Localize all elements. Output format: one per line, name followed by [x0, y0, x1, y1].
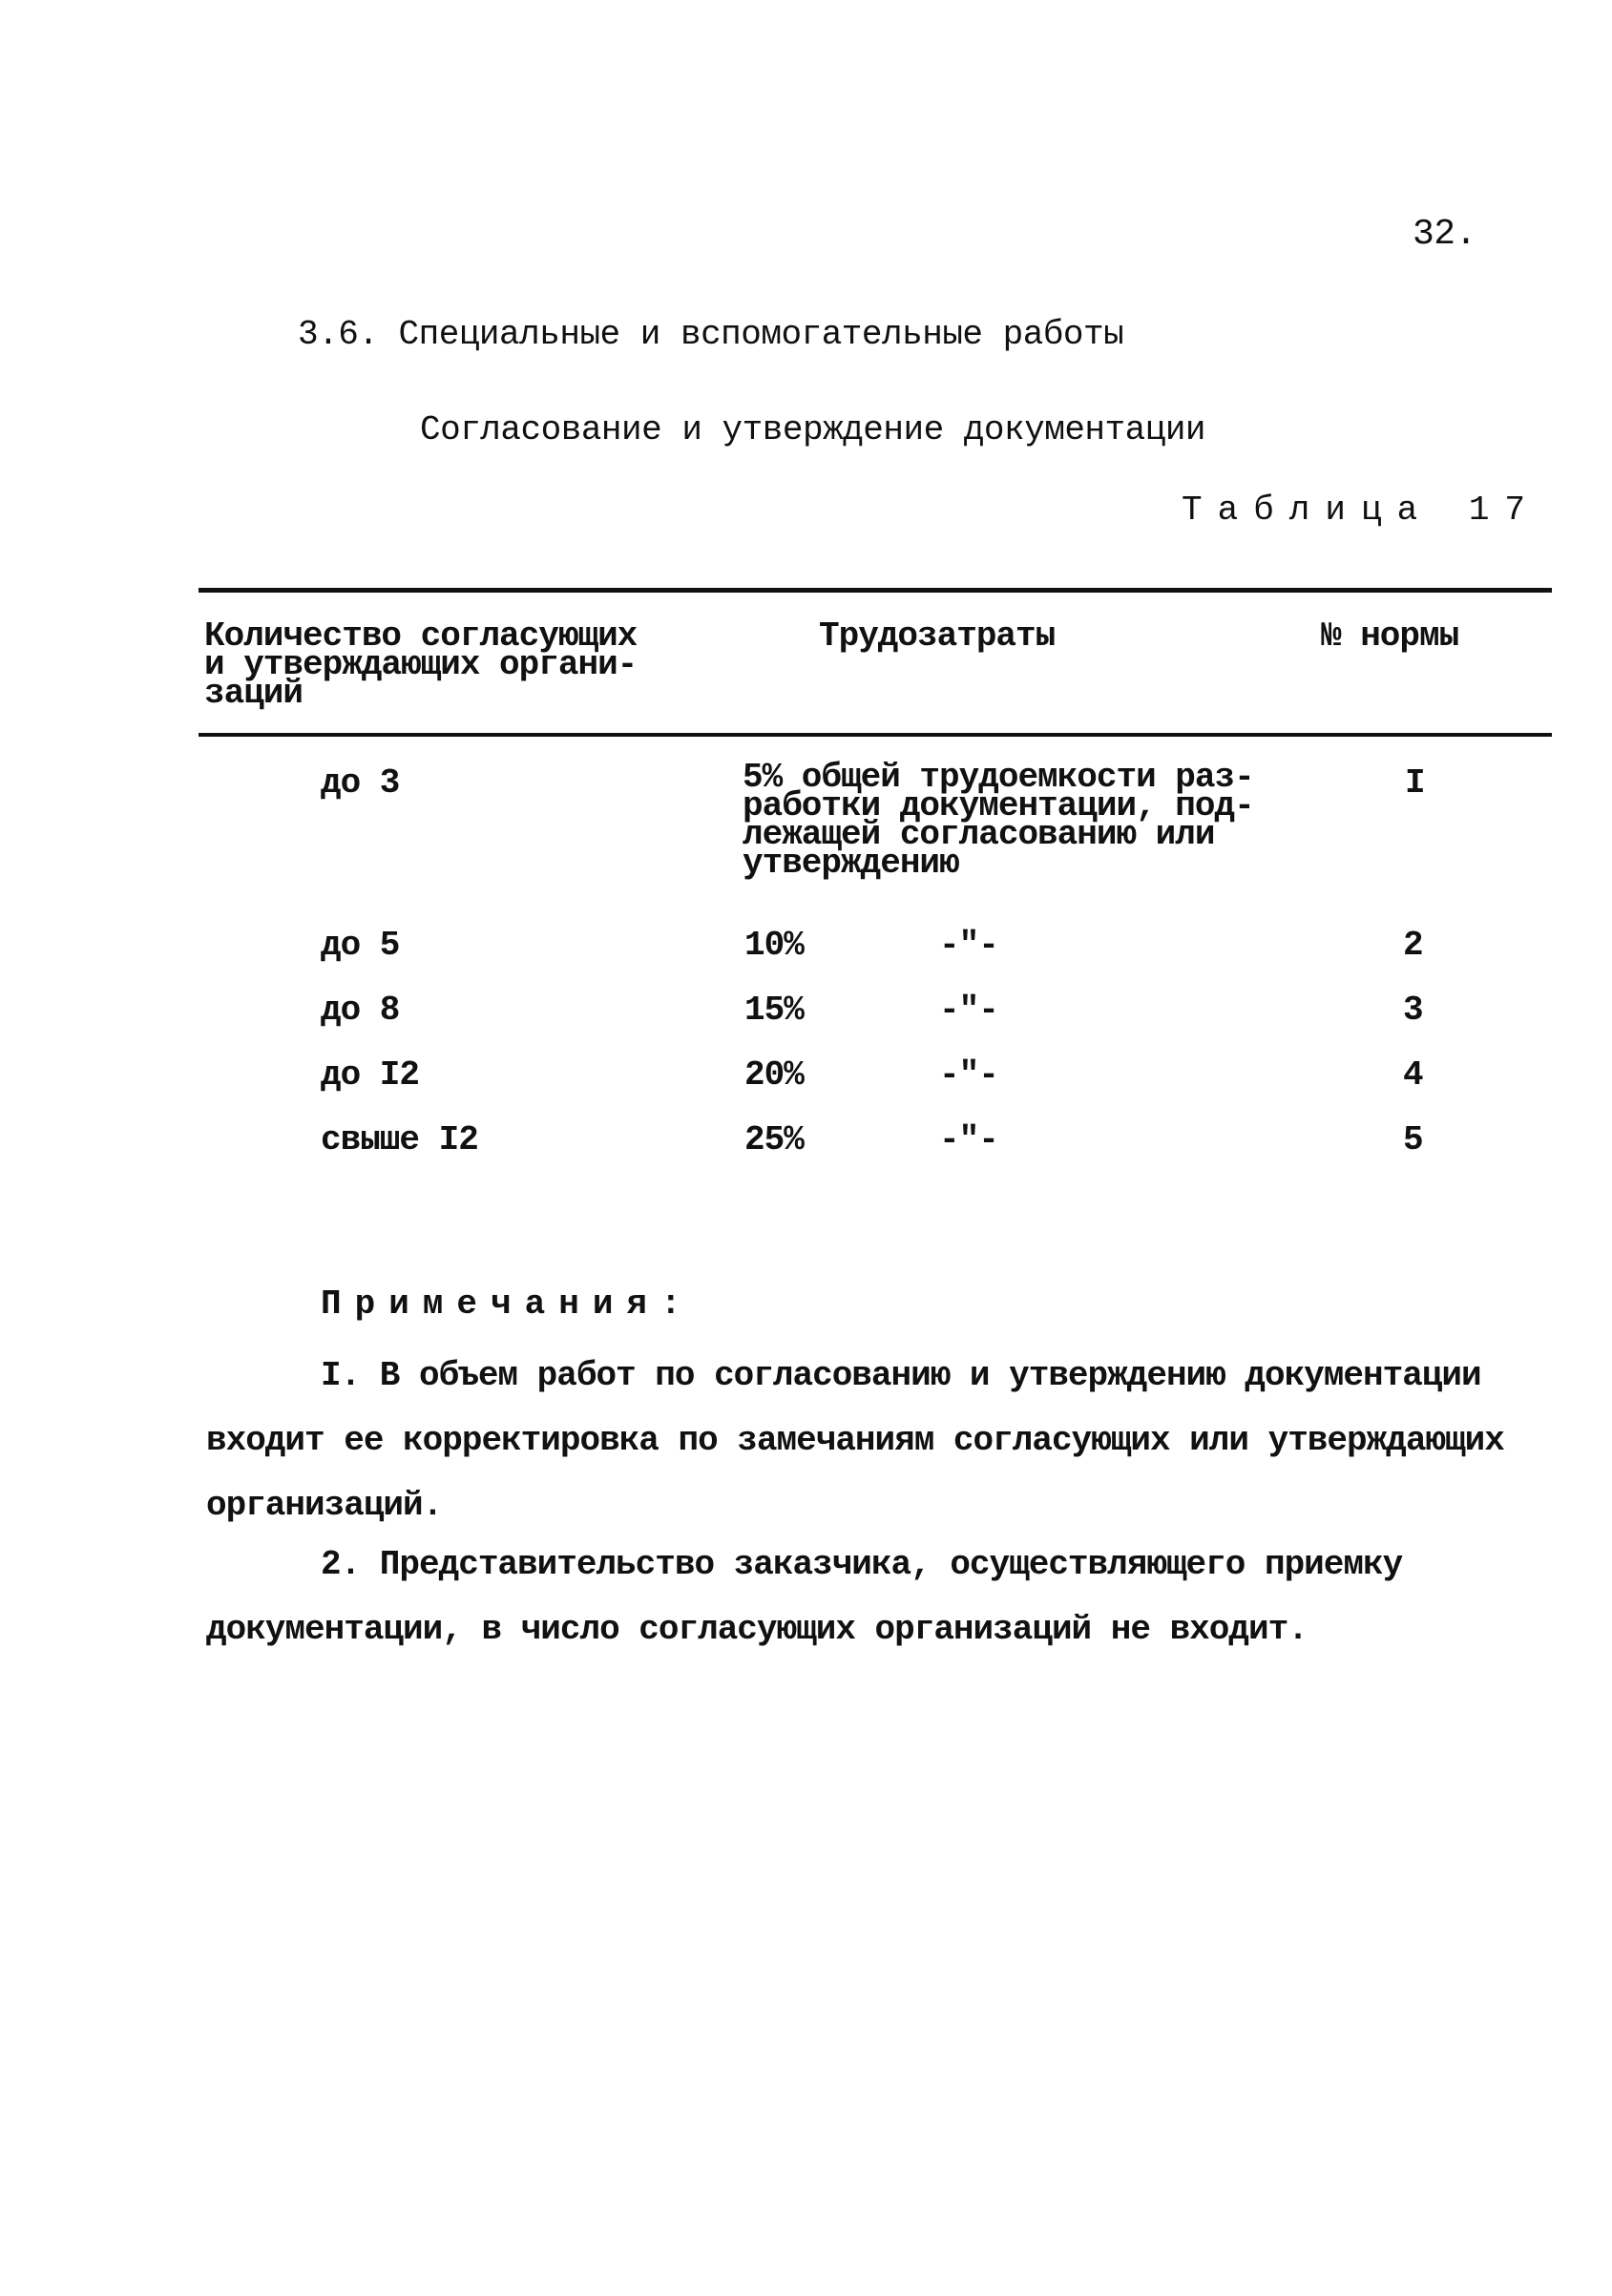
- row-ditto: -"-: [939, 1055, 998, 1095]
- row-count: до 5: [321, 926, 400, 965]
- row-norm: I: [1405, 763, 1425, 803]
- row-labor: 20%: [744, 1055, 804, 1095]
- row-labor: 10%: [744, 926, 804, 965]
- subtitle: Согласование и утверждение документации: [420, 410, 1206, 449]
- note-item: 2. Представительство заказчика, осуществляющего приемку документации, в число согласующих организаций не входит.: [206, 1545, 1403, 1649]
- row-labor: 5% общей трудоемкости раз- работки документации, под- лежащей согласованию или утверждению: [743, 758, 1254, 883]
- header-count: Количество согласующих и утверждающих органи- заций: [204, 616, 638, 713]
- row-labor: 25%: [744, 1120, 804, 1159]
- row-count: до 3: [321, 763, 400, 803]
- page-number: 32.: [1413, 214, 1476, 255]
- row-count: до 8: [321, 991, 400, 1030]
- row-ditto: -"-: [939, 926, 998, 965]
- row-norm: 2: [1403, 926, 1423, 965]
- row-ditto: -"-: [939, 991, 998, 1030]
- row-labor: 15%: [744, 991, 804, 1030]
- row-norm: 3: [1403, 991, 1423, 1030]
- table-header-rule: [199, 733, 1552, 737]
- notes-title: Примечания:: [321, 1284, 695, 1324]
- row-ditto: -"-: [939, 1120, 998, 1159]
- row-count: до I2: [321, 1055, 420, 1095]
- row-norm: 5: [1403, 1120, 1423, 1159]
- row-norm: 4: [1403, 1055, 1423, 1095]
- section-title: 3.6. Специальные и вспомогательные работы: [298, 315, 1124, 354]
- table-label: Таблица 17: [1182, 491, 1541, 530]
- row-count: свыше I2: [321, 1120, 478, 1159]
- header-labor: Трудозатраты: [819, 616, 1056, 656]
- header-norm-number: № нормы: [1321, 616, 1459, 656]
- note-item: I. В объем работ по согласованию и утверждению документации входит ее корректировка по замечаниям согласующих или утверждающих организаций.: [206, 1356, 1504, 1525]
- table-top-rule: [199, 588, 1552, 593]
